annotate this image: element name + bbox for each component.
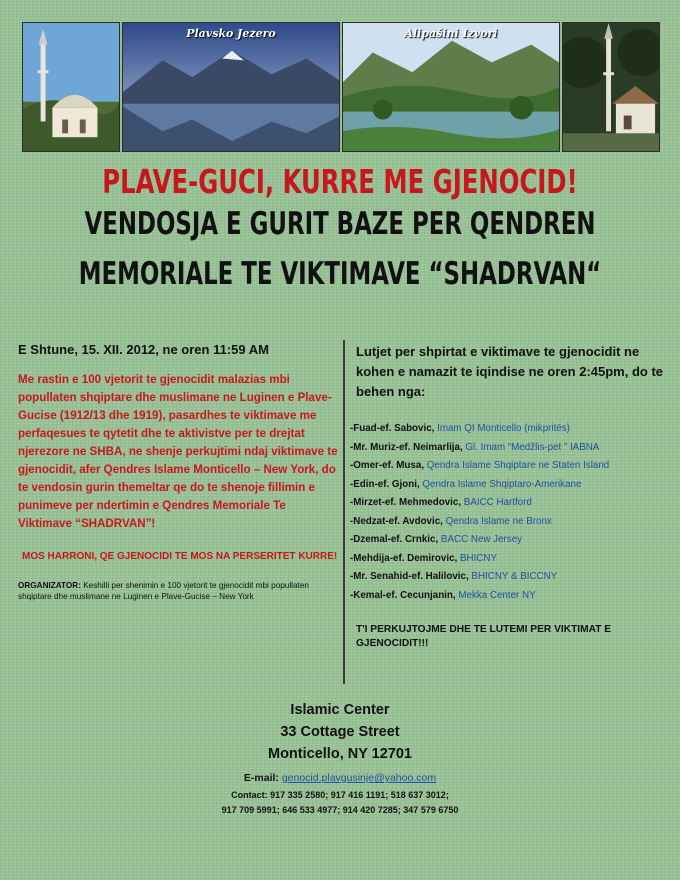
footer-city: Monticello, NY 12701 <box>268 746 412 762</box>
imam-name: -Nedzat-ef. Avdovic, <box>350 515 443 527</box>
list-item <box>350 550 666 569</box>
right-column <box>350 342 666 651</box>
left-column <box>16 342 338 602</box>
event-date: E Shtune, 15. XII. 2012, ne oren 11:59 AM <box>18 342 269 357</box>
prayer-intro: Lutjet per shpirtat e viktimave te gjenocidit ne kohen e namazit te iqindise ne oren 2:45pm, do te behen nga: <box>356 344 664 399</box>
headline-line-2: MEMORIALE TE VIKTIMAVE “SHADRVAN“ <box>78 256 602 292</box>
imam-name: -Omer-ef. Musa, <box>350 460 425 471</box>
lake-photo-caption: Plavsko Jezero <box>186 27 276 40</box>
email-label: E-mail: <box>243 772 282 784</box>
list-item <box>350 457 666 476</box>
photo-strip <box>22 22 660 152</box>
list-item <box>350 476 666 495</box>
event-description: Me rastin e 100 vjetorit te gjenocidit malazias mbi popullaten shqiptare dhe muslimane ne Luginen e Plave-Gucise (1912/13 dhe 1919), pasardhes te viktimave me perfaqesues te qytetit dhe te aktivistve per te drejtat njerezore ne SHBA, ne shenje perkujtimi ndaj viktimave te gjenocidit, afer Qendres Islame Monticello – New York, do te vendosin gurin themeltar qe do te shenoje fillimin e punimeve per ndertimin e Qendres Memoriale Te Viktimave “SHADRVAN”! <box>18 373 338 530</box>
imam-org: Qendra Islame Shqiptaro-Amerikane <box>419 478 582 490</box>
list-item <box>350 587 666 606</box>
organizer-text: Keshilli per shenimin e 100 vjetorit te gjenocidit mbi popullaten shqiptare dhe muslimane ne Luginen e Plave-Gucise – New York <box>18 581 309 601</box>
footer-email <box>0 772 680 784</box>
imam-name: -Mehdija-ef. Demirovic, <box>350 552 458 564</box>
imam-name: -Edin-ef. Gjoni, <box>350 478 420 490</box>
closing-text: T'I PERKUJTOJME DHE TE LUTEMI PER VIKTIMAT E GJENOCIDIT!!! <box>356 624 612 649</box>
imam-org: Gl. Imam “Medžlis-pet ” IABNA <box>462 441 600 453</box>
imam-org: Qendra Islame ne Bronx <box>442 515 552 527</box>
column-divider <box>343 340 345 684</box>
email-link[interactable]: genocid.plavgusinje@yahoo.com <box>281 772 437 784</box>
footer-street: 33 Cottage Street <box>280 724 400 740</box>
mosque-photo <box>22 22 120 152</box>
list-item <box>350 420 666 439</box>
list-item <box>350 494 666 513</box>
imam-name: -Kemal-ef. Cecunjanin, <box>350 589 456 601</box>
list-item <box>350 513 666 532</box>
imam-list <box>350 420 666 605</box>
imam-org: Imam QI Monticello (mikpritës) <box>434 423 570 434</box>
list-item <box>350 439 666 458</box>
imam-name: -Dzemal-ef. Crnkic, <box>350 534 439 545</box>
imam-name: -Mr. Muriz-ef. Neimarlija, <box>350 441 463 453</box>
imam-name: -Mr. Senahid-ef. Halilovic, <box>350 571 469 582</box>
footer-contact-2: 917 709 5991; 646 533 4977; 914 420 7285; 347 579 6750 <box>221 805 459 815</box>
imam-org: Qendra Islame Shqiptare ne Staten Island <box>424 460 610 471</box>
springs-photo-caption: Alipašini Izvori <box>404 27 498 40</box>
imam-org: BHICNY & BICCNY <box>468 571 558 582</box>
footer-contact-1: Contact: 917 335 2580; 917 416 1191; 518 637 3012; <box>231 790 449 800</box>
imam-org: BAICC Hartford <box>461 497 532 508</box>
headline-line-1: VENDOSJA E GURIT BAZE PER QENDREN <box>84 206 596 242</box>
headline-red: PLAVE-GUCI, KURRE ME GJENOCID! <box>102 162 578 201</box>
lake-photo <box>122 22 340 152</box>
imam-org: BACC New Jersey <box>438 534 523 545</box>
list-item <box>350 531 666 550</box>
imam-name: -Mirzet-ef. Mehmedovic, <box>350 497 462 508</box>
reminder-text: MOS HARRONI, QE GJENOCIDI TE MOS NA PERSERITET KURRE! <box>22 551 338 562</box>
organizer-note <box>18 580 338 602</box>
imam-name: -Fuad-ef. Sabovic, <box>350 423 435 434</box>
footer-title: Islamic Center <box>290 702 390 718</box>
organizer-label: ORGANIZATOR: <box>18 581 81 590</box>
list-item <box>350 568 666 587</box>
springs-photo <box>342 22 560 152</box>
village-mosque-photo <box>562 22 660 152</box>
imam-org: BHICNY <box>457 552 497 564</box>
imam-org: Mekka Center NY <box>455 589 536 601</box>
